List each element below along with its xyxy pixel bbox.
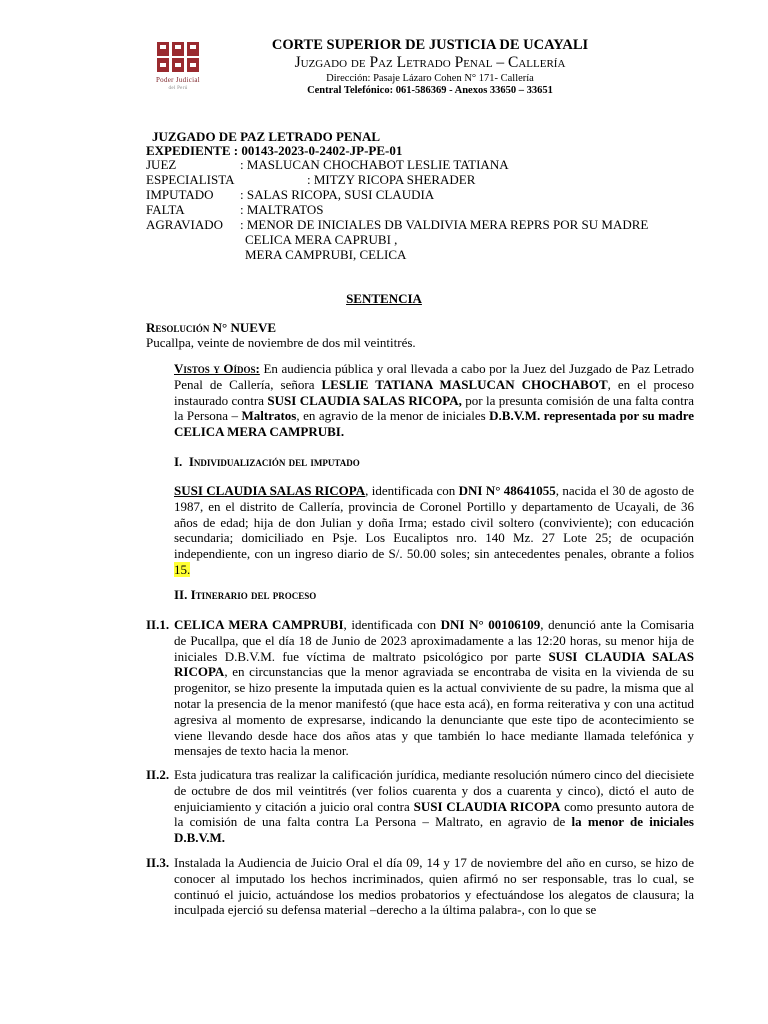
section-number: I. <box>174 454 183 469</box>
resolution-date: Pucallpa, veinte de noviembre de dos mil veintitrés. <box>146 335 416 350</box>
case-value: : MENOR DE INICIALES DB VALDIVIA MERA REPRS POR SU MADRE <box>240 217 649 232</box>
case-row-agraviado <box>146 217 648 232</box>
complainant-name: CELICA MERA CAMPRUBI <box>174 617 344 632</box>
text-run: , nacida el 30 de agosto de 1987, en el distrito de Callería, provincia de Coronel Portillo y departamento de Ucayali, de 36 años de edad; hija de don Julian y doña Irma; estado civil soltero (conviviente); con educación secundaria; domiciliado en Psje. Los Eucaliptos nro. 140 Mz. 27 Lote 25; de ocupación independiente, con un ingreso diario de S/. 50.00 soles; sin antecedentes penales, obrante a folios <box>174 483 694 562</box>
judge-name: LESLIE TATIANA MASLUCAN CHOCHABOT <box>321 376 608 392</box>
item-number: II.2. <box>146 767 170 782</box>
logo-text: Poder Judicial <box>155 76 201 84</box>
section-title: Individualización del imputado <box>188 454 360 469</box>
section-number: II. <box>174 587 188 602</box>
court-address: Dirección: Pasaje Lázaro Cohen N° 171- Callería <box>326 73 534 84</box>
section-1-paragraph <box>174 483 694 578</box>
text-run: , identificada con <box>343 617 441 632</box>
item-number: II.3. <box>146 855 170 870</box>
document-title: SENTENCIA <box>346 291 422 306</box>
case-value: : SALAS RICOPA, SUSI CLAUDIA <box>240 187 435 202</box>
case-label: AGRAVIADO <box>146 217 224 232</box>
accused-name: SUSI CLAUDIA SALAS RICOPA <box>174 483 366 498</box>
resolution-label: Resolución <box>146 320 210 335</box>
court-subtitle: Juzgado de Paz Letrado Penal – Callería <box>294 54 566 71</box>
text-run: Esta judicatura tras realizar la calificación jurídica, mediante resolución número cinco del diecisiete de octubre de dos mil veintitrés (ver folios cuarenta y dos a cuarenta y cinco), dictó el auto de enjuiciamiento y citación a juicio oral contra <box>174 767 694 814</box>
section-title: Itinerario del proceso <box>190 587 317 602</box>
case-value: : MALTRATOS <box>240 202 324 217</box>
court-phone: Central Telefónico: 061-586369 - Anexos 33650 – 33651 <box>307 85 553 96</box>
item-number: II.1. <box>146 617 170 632</box>
case-label: IMPUTADO <box>146 187 214 202</box>
dni-number: DNI N° 00106109 <box>440 617 541 632</box>
case-row-juez <box>146 157 509 172</box>
accused-name: SUSI CLAUDIA SALAS RICOPA <box>174 648 694 680</box>
text-run: , en el proceso instaurado contra <box>174 376 694 408</box>
case-label: FALTA <box>146 202 185 217</box>
text-run: como presunto autora de la comisión de una falta contra La Persona – Maltrato, en agravio de <box>174 798 694 830</box>
section-1-heading <box>174 454 360 470</box>
text-run: , en circunstancias que la menor agraviada se encontraba de visita en la vivienda de su progenitor, se hizo presente la imputada quien es la actual conviviente de su padre, la misma que al notar la presencia de la menor manifestó (que hace esta acá), en forma reiterativa y con una actitud agresiva al momento de expresarse, indicando la denunciante que este tipo de acontecimiento se viene llevando desde hace dos años atas y que también lo hace mediante llamada telefónica y mensajes de texto hacia la menor. <box>174 664 694 759</box>
case-label: JUEZ <box>146 157 177 172</box>
text-run: , denunció ante la Comisaria de Pucallpa, que el día 18 de Junio de 2023 aproximadamente a las 12:20 horas, su menor hija de iniciales D.B.V.M. fue víctima de maltrato psicológico por parte <box>174 617 694 664</box>
victim-initials: la menor de iniciales D.B.V.M. <box>174 814 694 846</box>
case-value: : MASLUCAN CHOCHABOT LESLIE TATIANA <box>240 157 509 172</box>
section-2-heading <box>174 587 316 603</box>
case-expediente: EXPEDIENTE : 00143-2023-0-2402-JP-PE-01 <box>146 143 403 158</box>
court-name: CORTE SUPERIOR DE JUSTICIA DE UCAYALI <box>271 37 589 53</box>
vistos-paragraph <box>174 361 694 440</box>
vistos-label: Vistos y Oídos: <box>174 361 260 376</box>
case-row-especialista <box>146 172 475 187</box>
text-run: En audiencia pública y oral llevada a cabo por la Juez del Juzgado de Paz Letrado Penal de Callería, señora <box>174 361 694 392</box>
resolution-number: N° NUEVE <box>209 320 276 335</box>
falta-type: Maltratos <box>241 408 297 424</box>
logo-subtext: del Perú <box>168 86 188 91</box>
folio-highlight: 15. <box>174 561 191 577</box>
text-run: por la presunta comisión de una falta contra la Persona – <box>174 392 694 424</box>
item-ii-2-paragraph <box>174 767 694 846</box>
text-run: Instalada la Audiencia de Juicio Oral el día 09, 14 y 17 de noviembre del año en curso, se hizo de conocer al imputado los hechos incriminados, quien afirmó no ser responsable, tras lo cual, se continuó el juicio, actuándose los medios probatorios y efectuándose los alegatos de clausura; la inculpada ejerció su defensa material –derecho a la última palabra-, con lo que se <box>174 855 694 918</box>
accused-name: SUSI CLAUDIA RICOPA <box>413 798 561 814</box>
case-agraviado-cont1: CELICA MERA CAPRUBI , <box>245 232 398 247</box>
text-run: , en agravio de la menor de iniciales <box>296 408 490 424</box>
case-label: ESPECIALISTA <box>146 172 235 187</box>
dni-number: DNI N° 48641055 <box>458 483 556 498</box>
case-row-falta <box>146 202 323 217</box>
item-ii-3-paragraph <box>174 855 694 918</box>
accused-name: SUSI CLAUDIA SALAS RICOPA, <box>267 392 462 408</box>
victim-initials: D.B.V.M. representada por su madre CELICA MERA CAMPRUBI. <box>174 408 694 440</box>
item-ii-1-paragraph <box>174 617 694 759</box>
resolution-line <box>146 320 276 335</box>
text-run: , identificada con <box>365 483 459 498</box>
case-row-imputado <box>146 187 434 202</box>
case-value: : MITZY RICOPA SHERADER <box>307 172 476 187</box>
case-heading: JUZGADO DE PAZ LETRADO PENAL <box>152 129 381 144</box>
case-agraviado-cont2: MERA CAMPRUBI, CELICA <box>245 247 407 262</box>
